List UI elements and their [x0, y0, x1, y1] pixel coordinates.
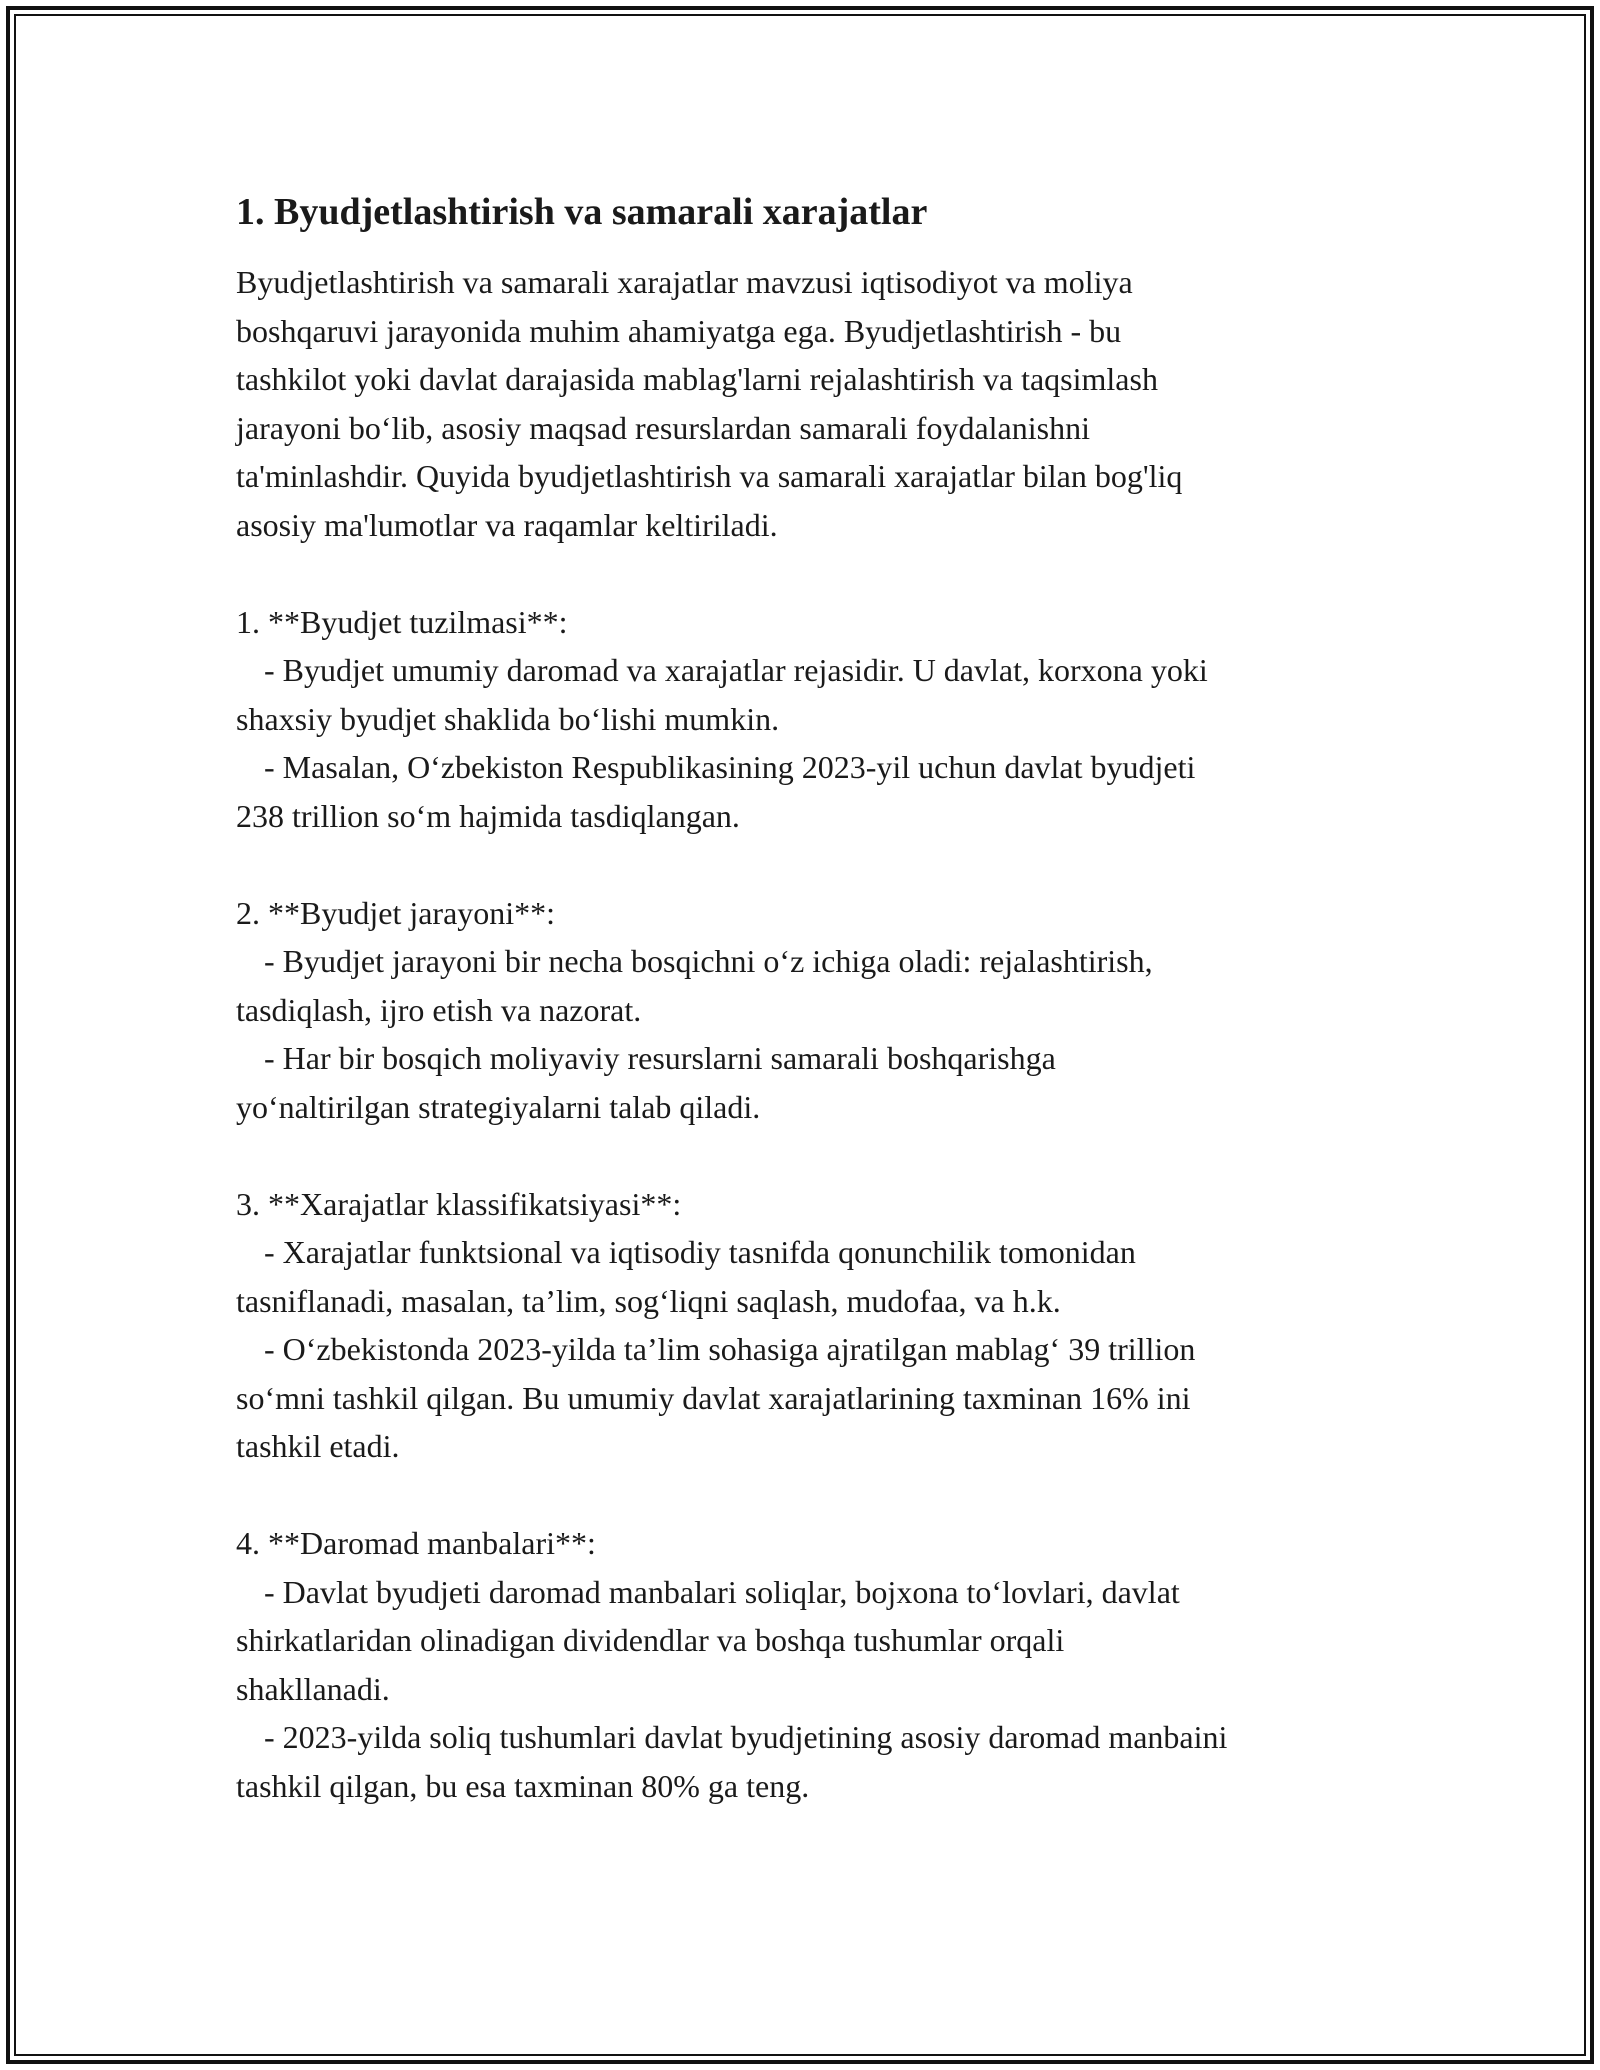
bullet-item: - Xarajatlar funktsional va iqtisodiy tasnifda qonunchilik tomonidan tasniflanadi, masalan, ta’lim, sog‘liqni saqlash, mudofaa, va h.k. — [236, 1234, 1136, 1319]
bullet-item: - Davlat byudjeti daromad manbalari soliqlar, bojxona to‘lovlari, davlat shirkatlaridan olinadigan dividendlar va boshqa tushumlar orqali shakllanadi. — [236, 1573, 1180, 1707]
document-body — [236, 186, 1376, 1810]
bullet-item: - Masalan, O‘zbekiston Respublikasining 2023-yil uchun davlat byudjeti 238 trillion so‘m hajmida tasdiqlangan. — [236, 749, 1196, 834]
section-heading: 1. **Byudjet tuzilmasi**: — [236, 603, 568, 640]
section-heading: 2. **Byudjet jarayoni**: — [236, 894, 556, 931]
section-daromad-manbalari — [236, 1519, 1376, 1810]
bullet-item: - O‘zbekistonda 2023-yilda ta’lim sohasiga ajratilgan mablag‘ 39 trillion so‘mni tashkil qilgan. Bu umumiy davlat xarajatlarining taxminan 16% ini tashkil etadi. — [236, 1331, 1196, 1464]
section-xarajatlar-klassifikatsiyasi — [236, 1180, 1376, 1471]
section-byudjet-jarayoni — [236, 889, 1376, 1132]
bullet-item: - Byudjet umumiy daromad va xarajatlar rejasidir. U davlat, korxona yoki shaxsiy byudjet shaklida bo‘lishi mumkin. — [236, 652, 1208, 737]
section-byudjet-tuzilmasi — [236, 598, 1376, 841]
bullet-item: - 2023-yilda soliq tushumlari davlat byudjetining asosiy daromad manbaini tashkil qilgan, bu esa taxminan 80% ga teng. — [236, 1719, 1228, 1804]
section-heading: 4. **Daromad manbalari**: — [236, 1525, 596, 1561]
bullet-item: - Har bir bosqich moliyaviy resurslarni samarali boshqarishga yo‘naltirilgan strategiyalarni talab qiladi. — [236, 1040, 1056, 1125]
section-heading: 3. **Xarajatlar klassifikatsiyasi**: — [236, 1185, 682, 1222]
intro-paragraph: Byudjetlashtirish va samarali xarajatlar mavzusi iqtisodiyot va moliya boshqaruvi jarayonida muhim ahamiyatga ega. Byudjetlashtirish - bu tashkilot yoki davlat darajasida mablag'larni rejalashtirish va taqsimlash jarayoni bo‘lib, asosiy maqsad resurslardan samarali foydalanishni ta'minlashdir. Quyida byudjetlashtirish va samarali xarajatlar bilan bog'liq asosiy ma'lumotlar va raqamlar keltiriladi. — [236, 264, 1183, 543]
bullet-item: - Byudjet jarayoni bir necha bosqichni o‘z ichiga oladi: rejalashtirish, tasdiqlash, ijro etish va nazorat. — [236, 943, 1153, 1028]
document-title: 1. Byudjetlashtirish va samarali xarajatlar — [236, 191, 928, 233]
